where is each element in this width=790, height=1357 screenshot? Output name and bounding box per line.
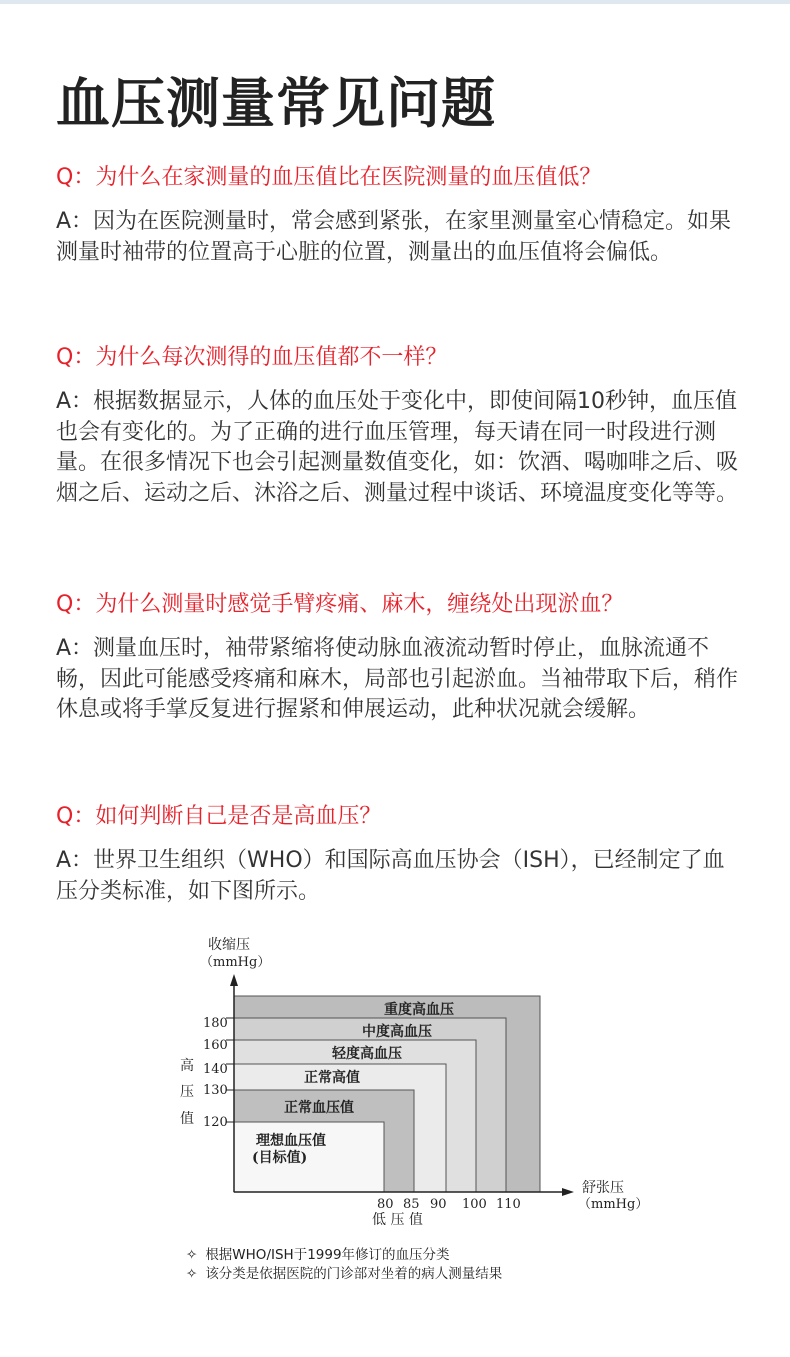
x-tick-label: 110 (496, 1197, 521, 1212)
y-axis-label: 收缩压 (208, 937, 250, 953)
y-tick-label: 180 (203, 1016, 228, 1031)
note-item (186, 1265, 502, 1284)
bp-classification-chart (170, 930, 670, 1230)
faq-answer: A：测量血压时，袖带紧缩将使动脉血液流动暂时停止，血脉流通不畅，因此可能感受疼痛和麻木，局部也引起淤血。当袖带取下后，稍作休息或将手掌反复进行握紧和伸展运动，此种状况就会缓解。 (56, 636, 739, 722)
y-tick-label: 140 (203, 1062, 228, 1077)
faq-item-1 (56, 163, 746, 268)
x-side-label: 低 压 值 (372, 1212, 423, 1228)
x-tick-label: 90 (430, 1197, 447, 1212)
faq-question: Q：为什么测量时感觉手臂疼痛、麻木，缠绕处出现淤血？ (56, 592, 624, 617)
faq-answer: A：因为在医院测量时，常会感到紧张，在家里测量室心情稳定。如果测量时袖带的位置高于心脏的位置，测量出的血压值将会偏低。 (56, 209, 732, 265)
note-item (186, 1246, 502, 1265)
y-tick-label: 130 (203, 1083, 228, 1098)
faq-question: Q：为什么在家测量的血压值比在医院测量的血压值低？ (56, 165, 602, 190)
faq-answer: A：根据数据显示，人体的血压处于变化中，即使间隔10秒钟，血压值也会有变化的。为了正确的进行血压管理，每天请在同一时段进行测量。在很多情况下也会引起测量数值变化，如：饮酒、喝咖啡之后、吸烟之后、运动之后、沐浴之后、测量过程中谈话、环境温度变化等等。 (56, 389, 739, 506)
faq-item-3 (56, 590, 746, 726)
faq-question: Q：如何判断自己是否是高血压？ (56, 804, 382, 829)
note-text: 根据WHO/ISH于1999年修订的血压分类 (205, 1247, 450, 1263)
y-axis-arrow (230, 974, 238, 986)
x-axis-label: 舒张压 (582, 1180, 624, 1196)
y-tick-label: 160 (203, 1038, 228, 1053)
sparkle-bullet-icon: ✧ (186, 1266, 198, 1282)
page-title: 血压测量常见问题 (56, 72, 496, 135)
x-tick-label: 85 (403, 1197, 420, 1212)
x-axis-unit: （mmHg） (578, 1197, 649, 1212)
sparkle-bullet-icon: ✧ (186, 1247, 198, 1263)
y-side-label-char: 压 (180, 1084, 194, 1100)
x-tick-label: 80 (377, 1197, 394, 1212)
x-axis-arrow (562, 1188, 574, 1196)
y-axis-unit: （mmHg） (200, 955, 271, 970)
region-label-normal: 正常血压值 (284, 1100, 354, 1116)
x-tick-label: 100 (462, 1197, 487, 1212)
note-text: 该分类是依据医院的门诊部对坐着的病人测量结果 (205, 1266, 503, 1282)
region-label-severe: 重度高血压 (384, 1002, 454, 1018)
y-tick-label: 120 (203, 1115, 228, 1130)
faq-answer: A：世界卫生组织（WHO）和国际高血压协会（ISH），已经制定了血压分类标准，如下图所示。 (56, 848, 725, 904)
region-label-ideal: 理想血压值 (256, 1133, 326, 1149)
region-label-high-normal: 正常高值 (304, 1070, 360, 1086)
region-label-moderate: 中度高血压 (362, 1024, 432, 1040)
faq-item-2 (56, 343, 746, 509)
region-label-mild: 轻度高血压 (332, 1046, 402, 1062)
top-divider (0, 0, 790, 4)
bp-chart-svg (170, 930, 670, 1230)
faq-question: Q：为什么每次测得的血压值都不一样？ (56, 345, 448, 370)
y-side-label-char: 高 (180, 1058, 194, 1074)
y-side-label-char: 值 (180, 1111, 194, 1127)
region-label-ideal-sub: (目标值) (252, 1150, 308, 1166)
faq-item-4 (56, 802, 746, 907)
chart-notes (186, 1246, 502, 1284)
